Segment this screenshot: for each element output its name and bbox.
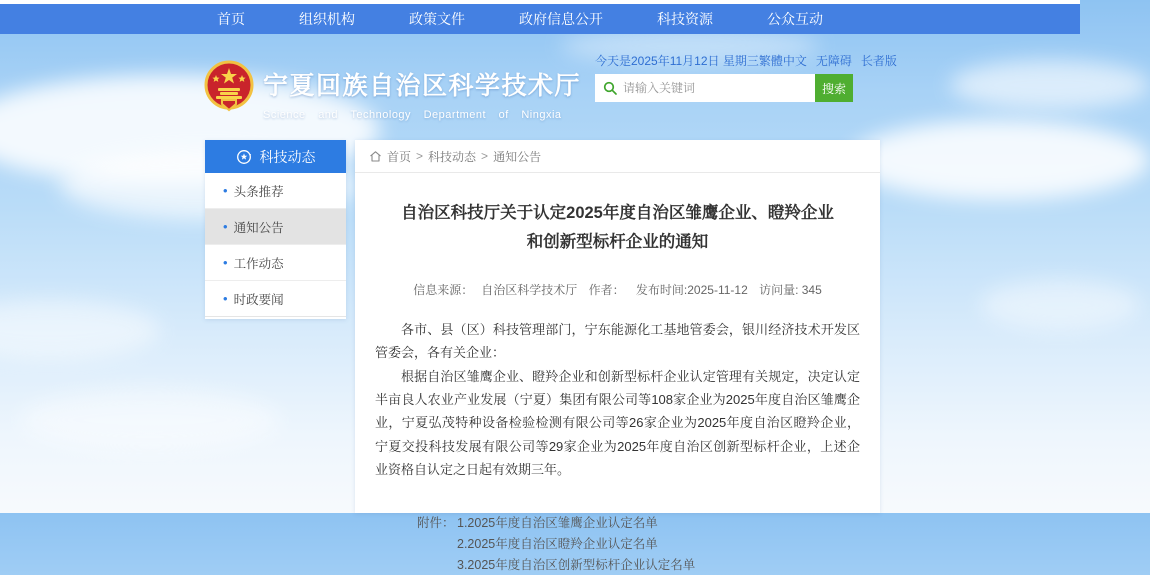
attachment-row: [417, 513, 860, 534]
meta-view-count: 访问量: 345: [759, 282, 822, 297]
nav-item-organization[interactable]: 组织机构: [299, 11, 355, 27]
cloud-decoration: [950, 60, 1150, 110]
nav-item-home[interactable]: 首页: [217, 11, 245, 27]
attachments-label-spacer: [417, 534, 457, 555]
home-icon: [369, 150, 382, 163]
breadcrumb-home[interactable]: 首页: [387, 149, 412, 164]
article-paragraph: 各市、县（区）科技管理部门，宁东能源化工基地管委会，银川经济技术开发区管委会，各有关企业：: [375, 321, 860, 361]
sidebar-tech-news: [205, 140, 346, 319]
traditional-chinese-link[interactable]: 繁體中文: [758, 54, 807, 68]
national-emblem-logo: [204, 60, 254, 116]
attachment-link-1[interactable]: 1.2025年度自治区雏鹰企业认定名单: [457, 516, 658, 531]
meta-source-label: 信息来源：: [413, 282, 474, 297]
sidebar-header: [205, 140, 346, 173]
meta-source-value: 自治区科学技术厅: [481, 282, 578, 297]
main-content-panel: [355, 140, 880, 572]
cloud-decoration: [20, 390, 280, 450]
attachment-row: [417, 534, 860, 555]
attachments-label: 附件：: [417, 516, 455, 531]
breadcrumb-separator: >: [481, 149, 489, 163]
meta-publish-time: 发布时间:2025-11-12: [635, 282, 748, 297]
meta-author-label: 作者：: [588, 282, 625, 297]
article-title-line1: 自治区科技厅关于认定2025年度自治区雏鹰企业、瞪羚企业: [401, 204, 834, 222]
sidebar-title: 科技动态: [259, 148, 316, 165]
site-subtitle: Science and Technology Department of Ningxia: [263, 109, 562, 121]
attachment-link-2[interactable]: 2.2025年度自治区瞪羚企业认定名单: [457, 537, 658, 552]
breadcrumb-notice[interactable]: 通知公告: [493, 149, 542, 164]
cloud-decoration: [0, 300, 160, 360]
cloud-decoration: [850, 120, 1150, 200]
elderly-version-link[interactable]: 长者版: [860, 54, 897, 68]
article-title-line2: 和创新型标杆企业的通知: [526, 232, 709, 251]
article-paragraph: 根据自治区雏鹰企业、瞪羚企业和创新型标杆企业认定管理有关规定，决定认定半亩良人农业产业发展（宁夏）集团有限公司等108家企业为2025年度自治区雏鹰企业，宁夏弘茂特种设备检验检测有限公司等26家企业为2025年度自治区瞪羚企业，宁夏交投科技发展有限公司等29家企业为2025年度自治区创新型标杆企业，上述企业资格自认定之日起有效期三年。: [375, 368, 860, 478]
cloud-decoration: [980, 280, 1140, 330]
breadcrumb-tech-news[interactable]: 科技动态: [428, 149, 477, 164]
nav-item-tech-resources[interactable]: 科技资源: [657, 11, 713, 27]
sidebar-menu: [205, 173, 346, 317]
star-circle-icon: [236, 149, 252, 165]
article-title: [375, 199, 860, 257]
search-input-wrap: [595, 74, 815, 102]
top-navbar: [0, 4, 1080, 34]
nav-item-policy-documents[interactable]: 政策文件: [409, 11, 465, 27]
nav-items-container: [190, 4, 850, 34]
nav-item-public-interaction[interactable]: 公众互动: [767, 11, 823, 27]
search-input[interactable]: [623, 81, 807, 95]
attachments-label-spacer: [417, 555, 457, 575]
attachment-row: [417, 555, 860, 575]
accessibility-link[interactable]: 无障碍: [815, 54, 852, 68]
language-links: [759, 52, 897, 69]
article-meta: [375, 281, 860, 298]
search-box: [595, 74, 853, 102]
search-button[interactable]: 搜索: [815, 74, 853, 102]
date-language-row: [595, 52, 897, 69]
nav-item-gov-info-disclosure[interactable]: 政府信息公开: [519, 11, 603, 27]
breadcrumb-separator: >: [416, 149, 424, 163]
search-icon: [603, 81, 617, 95]
sidebar-item-notice-announcement[interactable]: • 通知公告: [205, 209, 346, 245]
article-body: [375, 318, 860, 482]
site-title: 宁夏回族自治区科学技术厅: [263, 72, 582, 100]
site-title-block: [263, 66, 582, 121]
attachment-link-3[interactable]: 3.2025年度自治区创新型标杆企业认定名单: [457, 557, 696, 572]
today-date-text: 今天是2025年11月12日 星期三: [595, 54, 759, 68]
breadcrumb: [355, 140, 880, 173]
attachments-block: [417, 513, 860, 575]
sidebar-item-headline-recommend[interactable]: • 头条推荐: [205, 173, 346, 209]
sidebar-item-current-politics[interactable]: • 时政要闻: [205, 281, 346, 317]
article: [355, 199, 880, 575]
sidebar-item-work-news[interactable]: • 工作动态: [205, 245, 346, 281]
